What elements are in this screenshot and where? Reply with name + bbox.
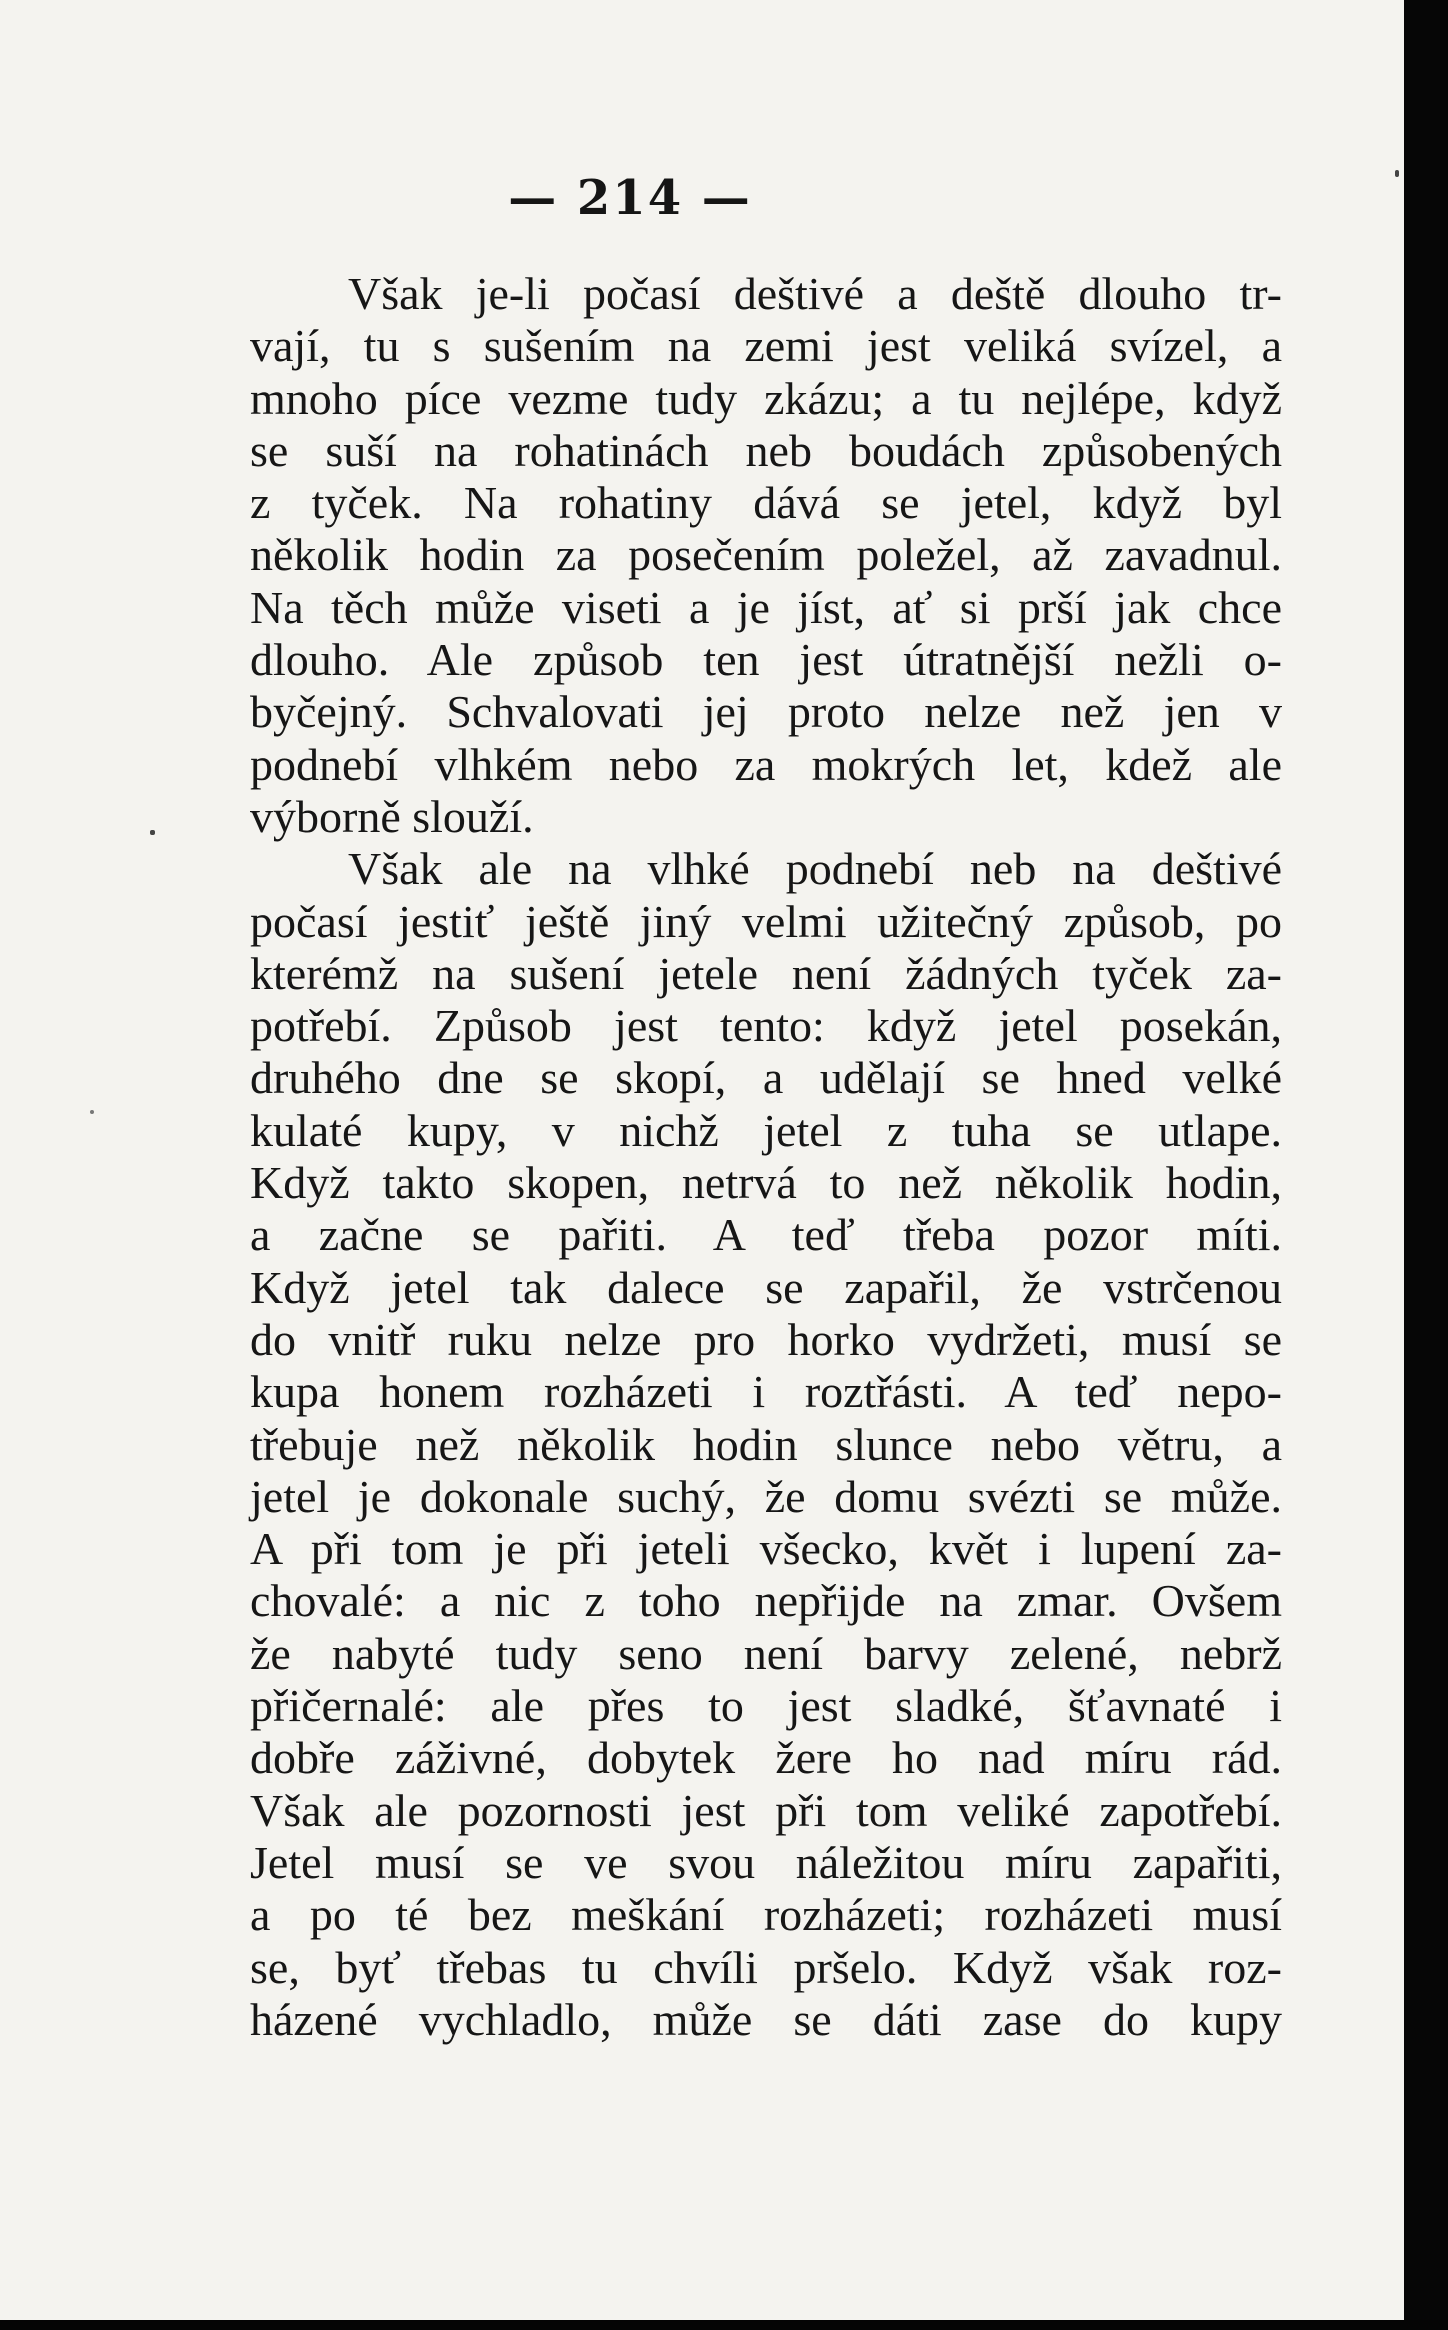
text-line: podnebí vlhkém nebo za mokrých let, kdež ale [250,738,1282,790]
text-line: dlouho. Ale způsob ten jest útratnější nežli o- [250,634,1282,686]
page-number-header: — 214 — [508,170,752,226]
text-line: Na těch může viseti a je jíst, ať si prší jak chce [250,581,1282,633]
text-line: Když takto skopen, netrvá to než několik hodin, [250,1157,1282,1209]
text-line: třebuje než několik hodin slunce nebo větru, a [250,1418,1282,1470]
text-line: potřebí. Způsob jest tento: když jetel posekán, [250,1000,1282,1052]
text-line: se suší na rohatinách neb boudách způsobených [250,424,1282,476]
text-line: se, byť třebas tu chvíli pršelo. Když však roz- [250,1941,1282,1993]
scan-border-right [1404,0,1448,2330]
text-line: Však je-li počasí deštivé a deště dlouho tr- [348,268,1282,319]
scan-speck [90,1110,94,1114]
body-text [250,268,1282,2046]
text-line: kterémž na sušení jetele není žádných tyček za- [250,947,1282,999]
text-line: Však ale na vlhké podnebí neb na deštivé [348,843,1282,895]
text-line: dobře záživné, dobytek žere ho nad míru rád. [250,1732,1282,1784]
scan-speck [150,830,155,835]
scan-border-bottom [0,2320,1448,2330]
text-line: Jetel musí se ve svou náležitou míru zapařiti, [250,1836,1282,1888]
text-line: druhého dne se skopí, a udělají se hned velké [250,1052,1282,1104]
text-line: házené vychladlo, může se dáti zase do kupy [250,1993,1282,2045]
text-line: přičernalé: ale přes to jest sladké, šťavnaté i [250,1680,1282,1732]
text-line: do vnitř ruku nelze pro horko vydržeti, musí se [250,1313,1282,1365]
text-line: A při tom je při jeteli všecko, květ i lupení za- [250,1523,1282,1575]
text-line: výborně slouží. [250,790,534,842]
text-line: Když jetel tak dalece se zapařil, že vstrčenou [250,1261,1282,1313]
text-line: a začne se pařiti. A teď třeba pozor míti. [250,1209,1282,1261]
text-line: byčejný. Schvalovati jej proto nelze než jen v [250,686,1282,738]
text-line: chovalé: a nic z toho nepřijde na zmar. Ovšem [250,1575,1282,1627]
text-line: jetel je dokonale suchý, že domu svézti se může. [250,1470,1282,1522]
text-line: kupa honem rozházeti i roztřásti. A teď nepo- [250,1366,1282,1418]
text-line: vají, tu s sušením na zemi jest veliká svízel, a [250,320,1282,372]
text-line: kulaté kupy, v nichž jetel z tuha se utlape. [250,1104,1282,1156]
text-line: z tyček. Na rohatiny dává se jetel, když byl [250,477,1282,529]
text-line: že nabyté tudy seno není barvy zelené, nebrž [250,1627,1282,1679]
text-line: mnoho píce vezme tudy zkázu; a tu nejlépe, když [250,372,1282,424]
text-line: počasí jestiť ještě jiný velmi užitečný způsob, po [250,895,1282,947]
text-line: několik hodin za posečením poležel, až zavadnul. [250,529,1282,581]
text-line: a po té bez meškání rozházeti; rozházeti musí [250,1889,1282,1941]
text-line: Však ale pozornosti jest při tom veliké zapotřebí. [250,1784,1282,1836]
scan-speck [1395,170,1399,177]
